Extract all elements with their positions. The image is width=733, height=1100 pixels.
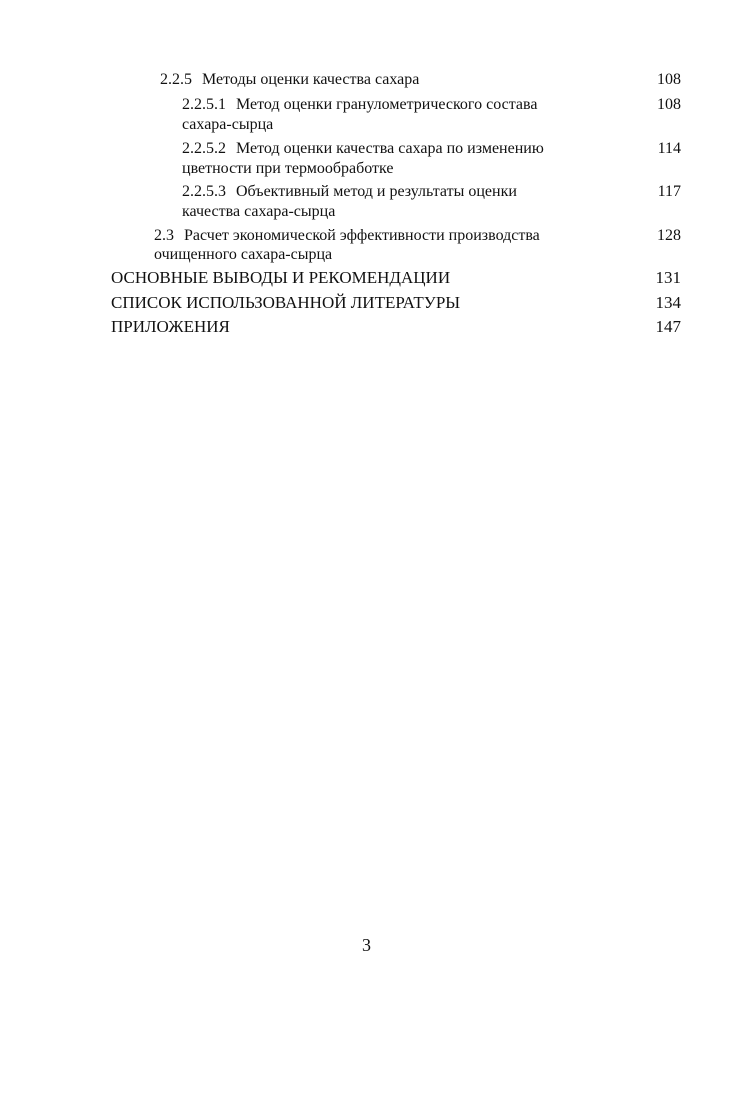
toc-entry-number: 2.2.5.3 <box>182 183 226 200</box>
toc-entry-title-continued: сахара-сырца <box>182 116 274 133</box>
toc-entry-page: 117 <box>657 183 681 200</box>
toc-entry-title: Расчет экономической эффективности производства <box>184 227 540 244</box>
toc-entry-appendices <box>111 316 230 338</box>
toc-entry-page: 134 <box>655 293 681 312</box>
toc-entry-title: СПИСОК ИСПОЛЬЗОВАННОЙ ЛИТЕРАТУРЫ <box>111 293 461 312</box>
toc-entry-page: 147 <box>655 317 681 336</box>
toc-entry-2-2-5-3-continued <box>182 202 335 222</box>
toc-entry-page: 128 <box>657 227 681 244</box>
toc-entry-2-2-5-2-continued <box>182 159 393 179</box>
toc-entry-2-2-5-2 <box>182 139 544 159</box>
toc-entry-title: Метод оценки гранулометрического состава <box>236 96 538 113</box>
toc-entry-2-3 <box>154 226 540 246</box>
toc-entry-title: Объективный метод и результаты оценки <box>236 183 517 200</box>
toc-entry-title: Метод оценки качества сахара по изменению <box>236 140 544 157</box>
toc-entry-2-3-continued <box>154 245 332 265</box>
toc-entry-title-continued: цветности при термообработке <box>182 160 394 177</box>
toc-entry-title-continued: качества сахара-сырца <box>182 203 336 220</box>
toc-entry-number: 2.2.5.1 <box>182 96 226 113</box>
toc-entry-page: 114 <box>657 140 681 157</box>
toc-entry-page: 108 <box>657 71 681 88</box>
toc-entry-references <box>111 292 460 314</box>
toc-entry-page: 108 <box>657 96 681 113</box>
toc-entry-2-2-5-1-continued <box>182 115 273 135</box>
toc-entry-title: ОСНОВНЫЕ ВЫВОДЫ И РЕКОМЕНДАЦИИ <box>111 268 451 287</box>
toc-entry-title: Методы оценки качества сахара <box>202 71 420 88</box>
toc-entry-2-2-5-1 <box>182 95 537 115</box>
toc-entry-2-2-5 <box>160 70 419 90</box>
toc-entry-number: 2.2.5 <box>160 71 192 88</box>
toc-entry-title-continued: очищенного сахара-сырца <box>154 246 333 263</box>
toc-entry-number: 2.3 <box>154 227 174 244</box>
toc-entry-conclusions <box>111 267 450 289</box>
toc-entry-page: 131 <box>655 268 681 287</box>
toc-entry-2-2-5-3 <box>182 182 517 202</box>
toc-entry-number: 2.2.5.2 <box>182 140 226 157</box>
page-number: 3 <box>362 935 371 955</box>
toc-entry-title: ПРИЛОЖЕНИЯ <box>111 317 230 336</box>
